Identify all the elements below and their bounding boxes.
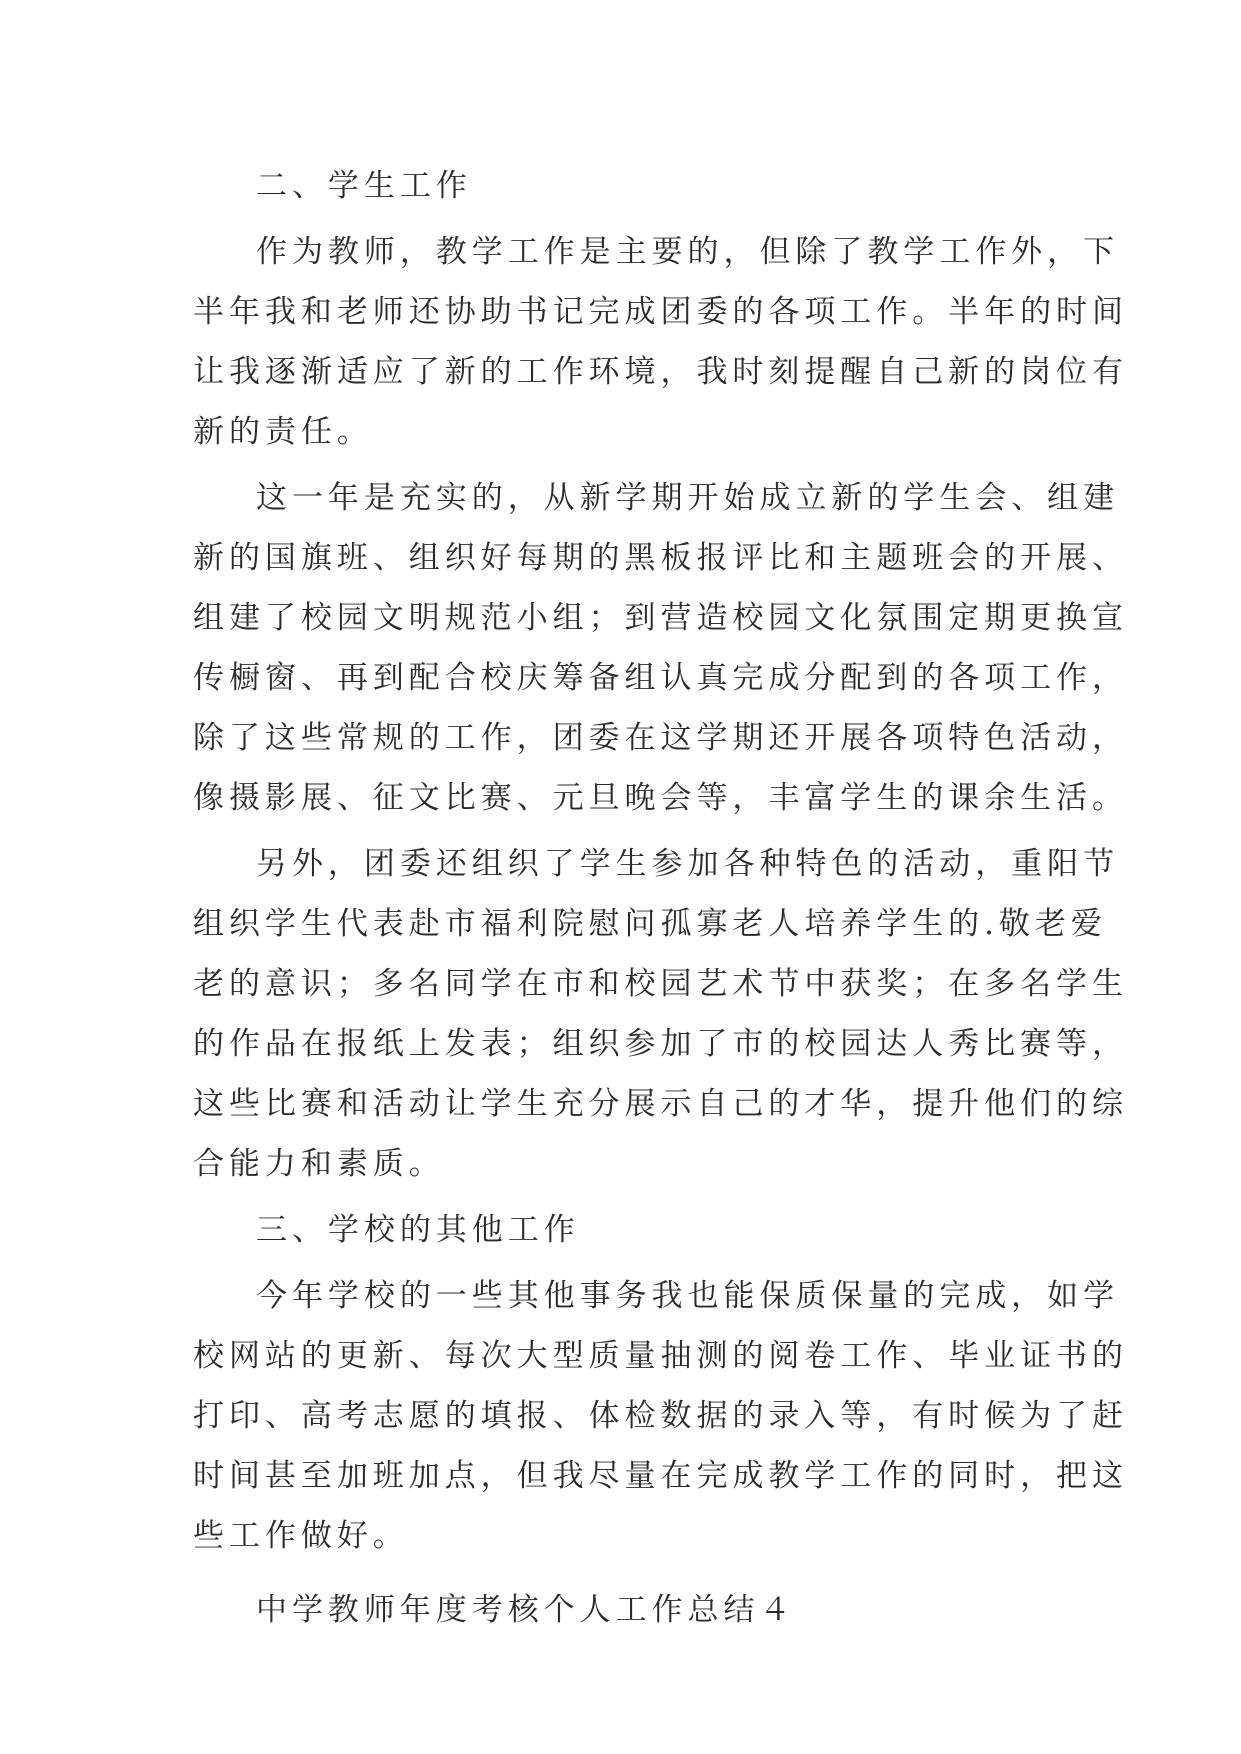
paragraph-line: 些工作做好。 xyxy=(193,1518,409,1554)
section-heading-other-work: 三、学校的其他工作 xyxy=(256,1212,580,1248)
paragraph-special-activities xyxy=(193,834,1128,1194)
section-heading-student-work: 二、学生工作 xyxy=(256,168,472,204)
paragraph-line: 除了这些常规的工作，团委在这学期还开展各项特色活动， xyxy=(193,720,1128,756)
paragraph-line: 今年学校的一些其他事务我也能保质保量的完成，如学 xyxy=(256,1278,1120,1314)
paragraph-other-affairs xyxy=(193,1266,1128,1566)
paragraph-teaching-role xyxy=(193,222,1128,462)
paragraph-fulfilling-year xyxy=(193,468,1128,828)
paragraph-line: 这一年是充实的，从新学期开始成立新的学生会、组建 xyxy=(256,480,1120,516)
paragraph-line: 另外，团委还组织了学生参加各种特色的活动，重阳节 xyxy=(256,846,1120,882)
paragraph-line: 像摄影展、征文比赛、元旦晚会等，丰富学生的课余生活。 xyxy=(193,780,1128,816)
paragraph-line: 新的国旗班、组织好每期的黑板报评比和主题班会的开展、 xyxy=(193,540,1128,576)
paragraph-line: 合能力和素质。 xyxy=(193,1146,445,1182)
next-section-title: 中学教师年度考核个人工作总结４ xyxy=(256,1592,796,1628)
paragraph-line: 传橱窗、再到配合校庆筹备组认真完成分配到的各项工作， xyxy=(193,660,1128,696)
paragraph-line: 半年我和老师还协助书记完成团委的各项工作。半年的时间 xyxy=(193,294,1128,330)
document-body xyxy=(193,156,1128,1640)
paragraph-line: 这些比赛和活动让学生充分展示自己的才华，提升他们的综 xyxy=(193,1086,1128,1122)
paragraph-line: 组织学生代表赴市福利院慰问孤寡老人培养学生的.敬老爱 xyxy=(193,906,1107,942)
paragraph-line: 的作品在报纸上发表；组织参加了市的校园达人秀比赛等， xyxy=(193,1026,1128,1062)
paragraph-line: 新的责任。 xyxy=(193,414,373,450)
paragraph-line: 让我逐渐适应了新的工作环境，我时刻提醒自己新的岗位有 xyxy=(193,354,1128,390)
paragraph-line: 作为教师，教学工作是主要的，但除了教学工作外，下 xyxy=(256,234,1120,270)
paragraph-line: 打印、高考志愿的填报、体检数据的录入等，有时候为了赶 xyxy=(193,1398,1128,1434)
paragraph-line: 时间甚至加班加点，但我尽量在完成教学工作的同时，把这 xyxy=(193,1458,1128,1494)
paragraph-line: 组建了校园文明规范小组；到营造校园文化氛围定期更换宣 xyxy=(193,600,1128,636)
paragraph-line: 老的意识；多名同学在市和校园艺术节中获奖；在多名学生 xyxy=(193,966,1128,1002)
paragraph-line: 校网站的更新、每次大型质量抽测的阅卷工作、毕业证书的 xyxy=(193,1338,1128,1374)
